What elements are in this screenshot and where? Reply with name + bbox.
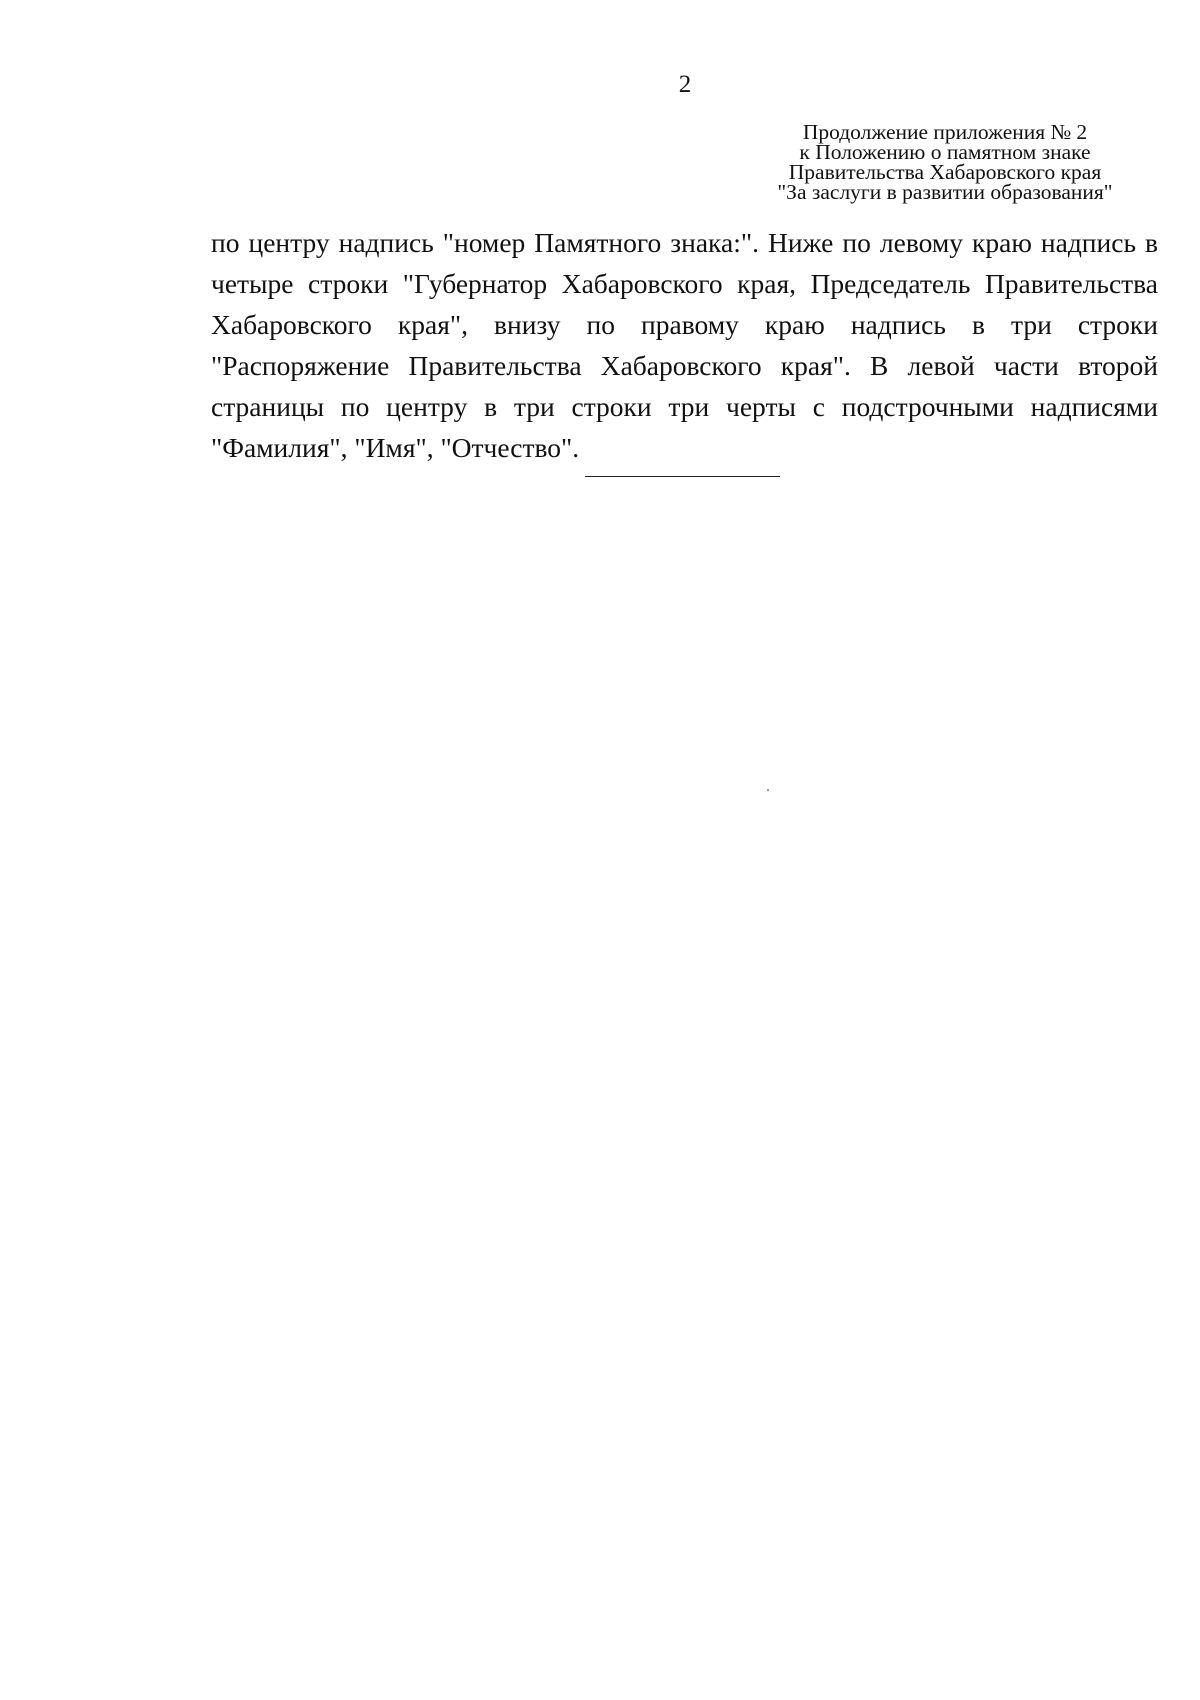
annex-line-continuation: Продолжение приложения № 2: [802, 120, 1088, 144]
scan-speck: [767, 789, 769, 791]
end-of-text-rule: [585, 476, 780, 477]
annex-line-award-title: "За заслуги в развитии образования": [777, 180, 1113, 204]
body-paragraph: по центру надпись "номер Памятного знака:". Ниже по левому краю надпись в четыре строки "Губернатор Хабаровского края, Председатель Правительства Хабаровского края", внизу по правому краю надпись в три строки "Распоряжение Правительства Хабаровского края". В левой части второй страницы по центру в три строки три черты с подстрочными надписями "Фамилия", "Имя", "Отчество".: [211, 227, 1158, 463]
annex-line-government: Правительства Хабаровского края: [788, 160, 1102, 184]
annex-line-regulation: к Положению о памятном знаке: [799, 140, 1091, 164]
annex-header: [740, 122, 1150, 202]
page-number: 2: [678, 71, 692, 98]
